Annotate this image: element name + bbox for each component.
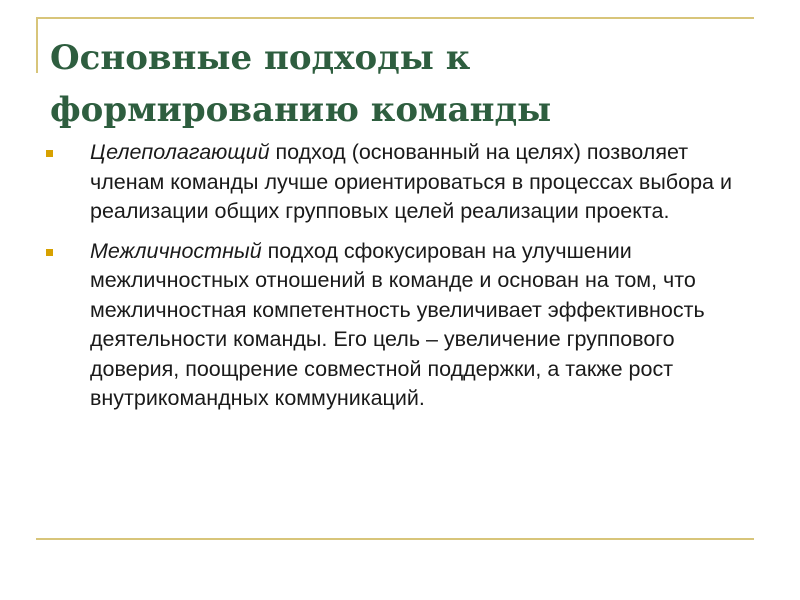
bullet-term: Межличностный (90, 238, 262, 263)
top-rule (36, 17, 754, 19)
title-line-2: формированию команды (50, 90, 552, 130)
bullet-term: Целеполагающий (90, 140, 270, 164)
bullet-text: подход сфокусирован на улучшении межличностных отношений в команде и основан на том, что межличностная компетентность увеличивает эффективность деятельности команды. Его цель – увеличение группового доверия, поощрение совместной поддержки, а также рост внутрикомандных коммуникаций. (90, 238, 705, 410)
square-bullet-icon (46, 150, 53, 157)
square-bullet-icon (46, 249, 53, 256)
left-rule (36, 17, 38, 73)
title-line-1: Основные подходы к (50, 38, 471, 78)
bullet-text: подход (основанный на целях) позволяет членам команды лучше ориентироваться в процессах выбора и реализации общих групповых целей реализации проекта. (90, 140, 732, 223)
bullet-item-goal-approach (46, 138, 746, 227)
bullet-list (46, 138, 746, 424)
slide-title (50, 32, 750, 136)
bottom-rule (36, 538, 754, 540)
bullet-item-interpersonal-approach (46, 237, 746, 414)
